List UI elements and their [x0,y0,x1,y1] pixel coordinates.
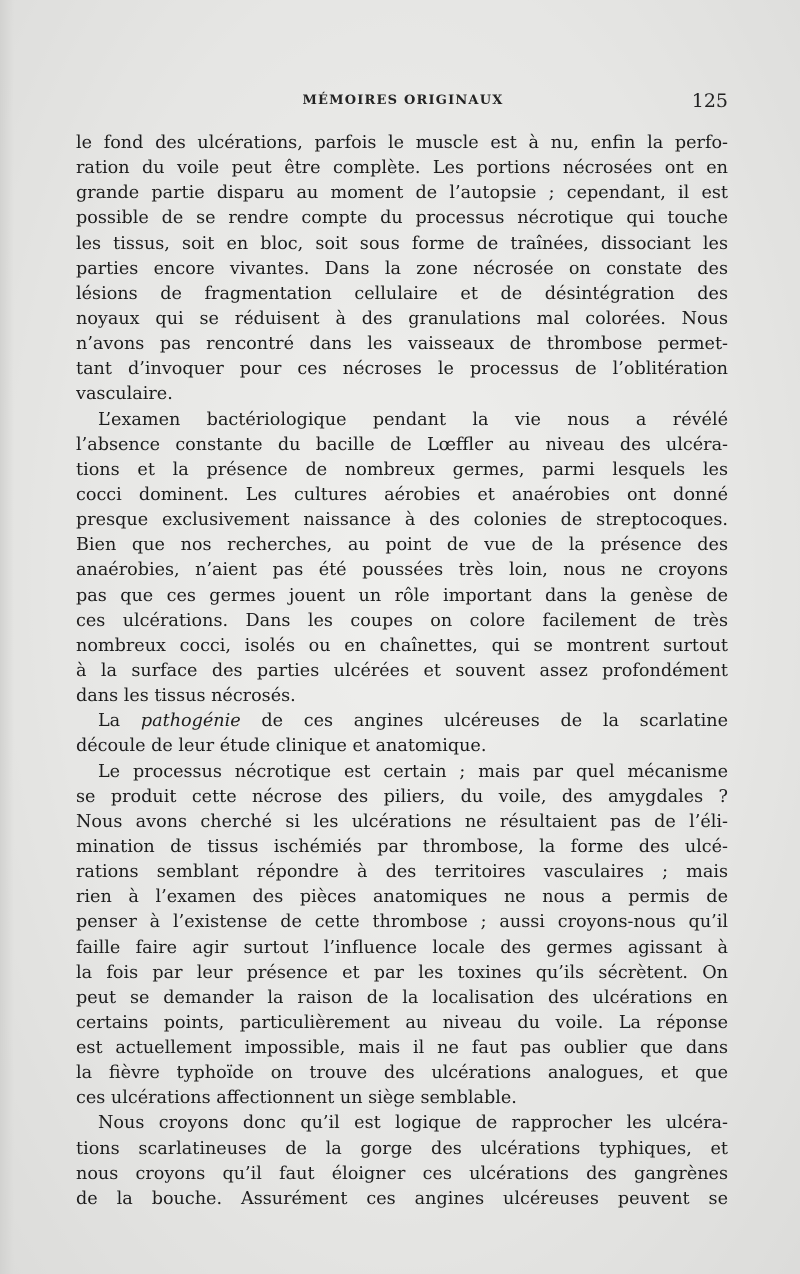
text-line: tant d’invoquer pour ces nécroses le processus de l’oblitération [76,359,728,380]
body-text [76,131,728,1212]
text-line: les tissus, soit en bloc, soit sous forme de traînées, dissociant les [76,233,728,254]
page-number: 125 [691,90,728,112]
text-line: mination de tissus ischémiés par thrombose, la forme des ulcé- [76,836,728,857]
text-line [76,709,728,734]
text-line: l’absence constante du bacille de Lœffler au niveau des ulcéra- [76,434,728,455]
running-header [76,90,730,112]
text-line: Nous croyons donc qu’il est logique de rapprocher les ulcéra- [98,1113,728,1134]
text-fragment: La [98,711,121,732]
text-line: certains points, particulièrement au niveau du voile. La réponse [76,1012,728,1033]
text-line: ration du voile peut être complète. Les portions nécrosées ont en [76,158,728,179]
text-line: se produit cette nécrose des piliers, du voile, des amygdales ? [76,786,728,807]
text-line: à la surface des parties ulcérées et souvent assez profondément [76,660,728,681]
text-line: rien à l’examen des pièces anatomiques ne nous a permis de [76,887,728,908]
text-line: tions scarlatineuses de la gorge des ulcérations typhiques, et [76,1138,728,1159]
text-line: presque exclusivement naissance à des colonies de streptocoques. [76,510,728,531]
text-line: L’examen bactériologique pendant la vie nous a révélé [98,409,728,430]
text-line: nous croyons qu’il faut éloigner ces ulcérations des gangrènes [76,1163,728,1184]
text-line: la fois par leur présence et par les toxines qu’ils sécrètent. On [76,962,728,983]
text-line: dans les tissus nécrosés. [76,686,296,707]
text-line: faille faire agir surtout l’influence locale des germes agissant à [76,937,728,958]
text-line: anaérobies, n’aient pas été poussées très loin, nous ne croyons [76,560,728,581]
text-line: vasculaire. [76,384,173,405]
text-line: découle de leur étude clinique et anatomique. [76,736,487,757]
text-line: possible de se rendre compte du processus nécrotique qui touche [76,208,728,229]
text-line: rations semblant répondre à des territoires vasculaires ; mais [76,862,728,883]
text-line: la fièvre typhoïde on trouve des ulcérations analogues, et que [76,1063,728,1084]
italic-term: pathogénie [140,711,241,732]
text-line: Le processus nécrotique est certain ; mais par quel mécanisme [98,761,728,782]
text-line: lésions de fragmentation cellulaire et de désintégration des [76,283,728,304]
text-line: peut se demander la raison de la localisation des ulcérations en [76,987,728,1008]
binding-shadow [0,0,14,1274]
text-line: noyaux qui se réduisent à des granulations mal colorées. Nous [76,308,728,329]
text-line: n’avons pas rencontré dans les vaisseaux de thrombose permet- [76,334,728,355]
text-line: de la bouche. Assurément ces angines ulcéreuses peuvent se [76,1188,728,1209]
text-fragment: de ces angines ulcéreuses de la scarlatine [261,711,728,732]
text-line: Bien que nos recherches, au point de vue de la présence des [76,535,728,556]
text-line: ces ulcérations. Dans les coupes on colore facilement de très [76,610,728,631]
text-line: pas que ces germes jouent un rôle important dans la genèse de [76,585,728,606]
text-line: penser à l’existense de cette thrombose ; aussi croyons-nous qu’il [76,912,728,933]
running-title: MÉMOIRES ORIGINAUX [302,93,504,108]
text-line: ces ulcérations affectionnent un siège semblable. [76,1088,517,1109]
text-line: nombreux cocci, isolés ou en chaînettes, qui se montrent surtout [76,635,728,656]
text-line: est actuellement impossible, mais il ne faut pas oublier que dans [76,1038,728,1059]
text-line: parties encore vivantes. Dans la zone nécrosée on constate des [76,258,728,279]
text-line: tions et la présence de nombreux germes, parmi lesquels les [76,459,728,480]
text-line: cocci dominent. Les cultures aérobies et anaérobies ont donné [76,484,728,505]
text-line: grande partie disparu au moment de l’autopsie ; cependant, il est [76,183,728,204]
text-line: le fond des ulcérations, parfois le muscle est à nu, enfin la perfo- [76,133,728,153]
text-line: Nous avons cherché si les ulcérations ne résultaient pas de l’éli- [76,811,728,832]
